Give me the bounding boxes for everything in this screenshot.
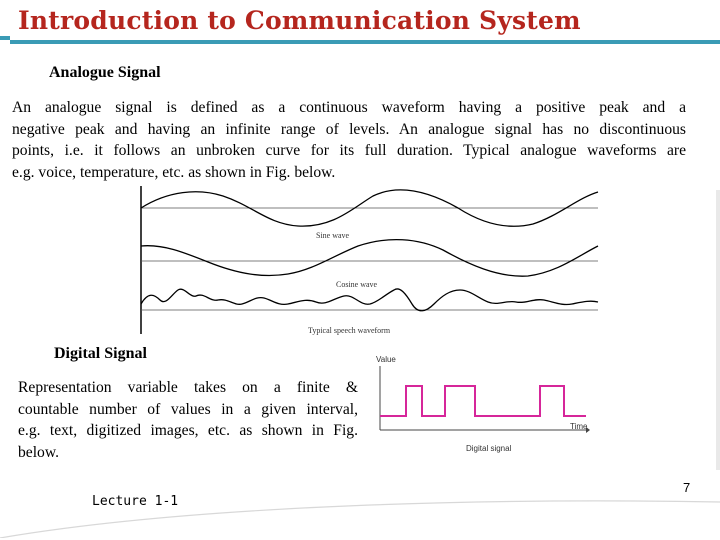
digital-line-3: e.g. text, digitized images, etc. as shown in Fig. — [18, 422, 358, 439]
analogue-line-1: An analogue signal is defined as a continuous waveform having a positive peak and a — [12, 99, 686, 116]
digital-line-2: countable number of values in a given interval, — [18, 400, 358, 418]
right-edge-shadow — [716, 190, 720, 470]
digital-pulse-train — [380, 386, 586, 416]
speech-label: Typical speech waveform — [308, 326, 391, 335]
digital-caption: Digital signal — [466, 444, 512, 453]
analogue-line-3: points, i.e. it follows an unbroken curve for its full duration. Typical analogue waveforms are — [12, 142, 686, 159]
digital-heading: Digital Signal — [54, 345, 147, 362]
digital-paragraph — [18, 377, 358, 463]
analogue-heading: Analogue Signal — [49, 64, 161, 81]
analogue-line-4: e.g. voice, temperature, etc. as shown in Fig. below. — [12, 163, 336, 181]
value-axis-label: Value — [376, 355, 396, 364]
slide-title: Introduction to Communication System — [18, 6, 581, 35]
time-axis-label: Time — [570, 422, 588, 431]
digital-line-4: below. — [18, 443, 59, 461]
speech-waveform — [141, 289, 598, 311]
page-number: 7 — [683, 480, 691, 495]
title-accent-left — [0, 36, 10, 40]
footer-lecture-label: Lecture 1-1 — [92, 494, 179, 509]
title-underline — [10, 40, 720, 44]
analogue-paragraph — [12, 97, 686, 183]
analogue-line-2: negative peak and having an infinite range of levels. An analogue signal has no discontinuous — [12, 120, 686, 138]
digital-signal-figure — [368, 352, 590, 464]
cosine-label: Cosine wave — [336, 280, 378, 289]
cosine-wave — [141, 240, 598, 277]
sine-label: Sine wave — [316, 231, 350, 240]
digital-line-1: Representation variable takes on a finite & — [18, 379, 358, 396]
analogue-waveforms-figure — [138, 186, 600, 336]
